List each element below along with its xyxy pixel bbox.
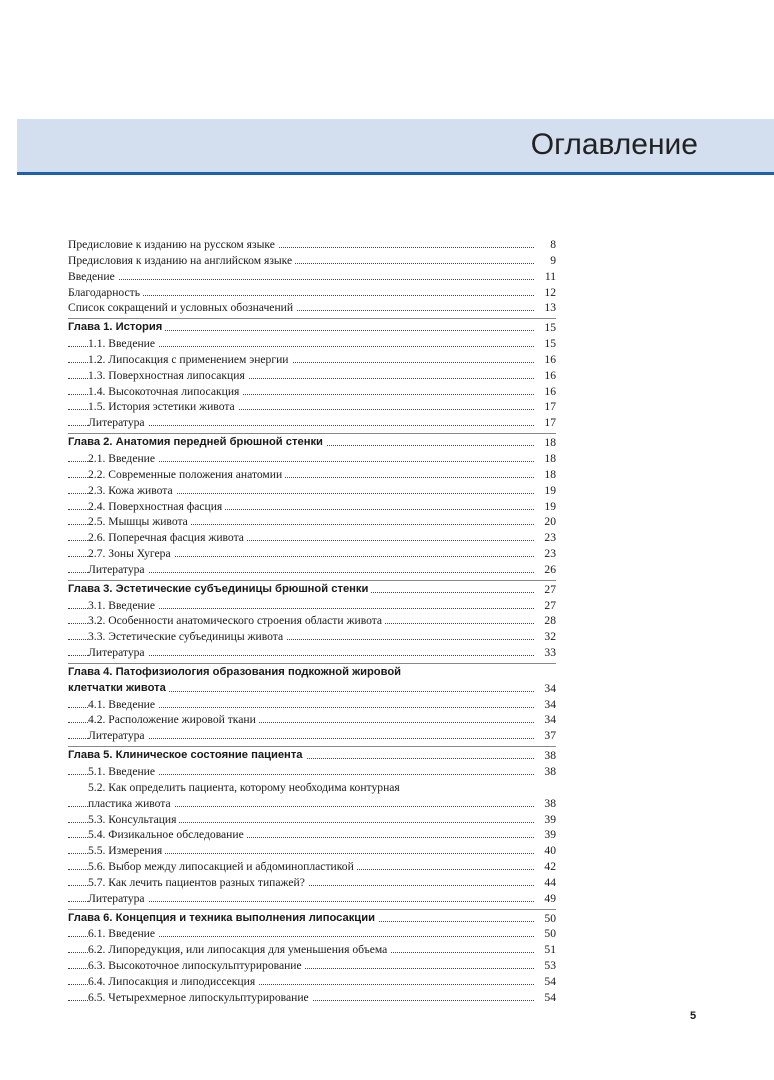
toc-entry-page: 19 (534, 499, 556, 515)
toc-entry[interactable] (68, 875, 556, 891)
toc-separator (68, 580, 556, 581)
toc-entry-title: Литература (88, 562, 148, 578)
toc-entry-title: Литература (88, 415, 148, 431)
toc-entry-page: 18 (534, 435, 556, 451)
toc-entry-page: 18 (534, 451, 556, 467)
toc-entry-title: 1.2. Липосакция с применением энергии (88, 352, 292, 368)
toc-entry-page: 8 (534, 237, 556, 253)
toc-entry-title: 5.7. Как лечить пациентов разных типажей? (88, 875, 308, 891)
toc-separator (68, 433, 556, 434)
toc-entry-title: 1.4. Высокоточная липосакция (88, 384, 242, 400)
toc-entry-title: 4.1. Введение (88, 697, 158, 713)
toc-entry[interactable] (68, 812, 556, 828)
toc-entry[interactable] (68, 629, 556, 645)
toc-entry-page: 17 (534, 415, 556, 431)
toc-entry[interactable] (68, 530, 556, 546)
toc-entry-page: 16 (534, 352, 556, 368)
toc-separator (68, 663, 556, 664)
toc-entry-title: 1.5. История эстетики живота (88, 399, 238, 415)
toc-entry-page: 50 (534, 926, 556, 942)
toc-chapter-entry[interactable] (68, 681, 556, 697)
toc-entry[interactable] (68, 942, 556, 958)
toc-entry-page: 13 (534, 300, 556, 316)
toc-entry-page: 38 (534, 796, 556, 812)
toc-entry[interactable] (68, 451, 556, 467)
page-number: 5 (690, 1010, 697, 1022)
toc-entry-title: Глава 6. Концепция и техника выполнения липосакции (68, 911, 378, 927)
toc-entry[interactable] (68, 483, 556, 499)
toc-entry-page: 18 (534, 467, 556, 483)
toc-entry-page: 38 (534, 748, 556, 764)
toc-entry[interactable] (68, 796, 556, 812)
toc-entry[interactable] (68, 514, 556, 530)
toc-entry[interactable] (68, 958, 556, 974)
toc-entry-title: 2.2. Современные положения анатомии (88, 467, 285, 483)
toc-entry-title: 5.2. Как определить пациента, которому необходима контурная (88, 780, 403, 796)
toc-entry-page: 20 (534, 514, 556, 530)
toc-entry-page: 32 (534, 629, 556, 645)
toc-entry-title: 2.1. Введение (88, 451, 158, 467)
toc-entry-page: 39 (534, 812, 556, 828)
toc-entry-page: 38 (534, 764, 556, 780)
toc-entry-title: 2.7. Зоны Хугера (88, 546, 174, 562)
toc-entry-title: Предисловие к изданию на русском языке (68, 237, 278, 253)
toc-entry-page: 27 (534, 598, 556, 614)
toc-entry-title: Глава 1. История (68, 320, 165, 336)
toc-entry[interactable] (68, 415, 556, 431)
toc-entry-page: 19 (534, 483, 556, 499)
toc-entry[interactable] (68, 368, 556, 384)
toc-entry[interactable] (68, 891, 556, 907)
page-title: Оглавление (530, 128, 698, 161)
toc-entry[interactable] (68, 562, 556, 578)
toc-entry[interactable] (68, 697, 556, 713)
toc-entry-page: 50 (534, 911, 556, 927)
toc-entry-title: Глава 2. Анатомия передней брюшной стенки (68, 435, 326, 451)
toc-entry-title: Литература (88, 728, 148, 744)
toc-entry-title: 3.3. Эстетические субъединицы живота (88, 629, 286, 645)
toc-separator (68, 909, 556, 910)
toc-chapter-entry[interactable] (68, 748, 556, 764)
toc-entry-page: 54 (534, 974, 556, 990)
toc-entry[interactable] (68, 764, 556, 780)
toc-entry[interactable] (68, 499, 556, 515)
toc-entry-title: 6.1. Введение (88, 926, 158, 942)
toc-entry-title: Глава 4. Патофизиология образования подкожной жировой (68, 665, 404, 681)
toc-entry-page: 54 (534, 990, 556, 1006)
toc-entry-title: 6.4. Липосакция и липодиссекция (88, 974, 258, 990)
toc-entry-title: Глава 5. Клиническое состояние пациента (68, 748, 306, 764)
toc-entry[interactable] (68, 285, 556, 301)
toc-entry-title: 2.5. Мышцы живота (88, 514, 191, 530)
toc-entry-title: Предисловия к изданию на английском языке (68, 253, 295, 269)
toc-entry-page: 27 (534, 582, 556, 598)
toc-entry[interactable] (68, 974, 556, 990)
toc-entry-page: 40 (534, 843, 556, 859)
table-of-contents (68, 237, 556, 1006)
toc-entry-title: пластика живота (88, 796, 174, 812)
toc-entry-title: 2.4. Поверхностная фасция (88, 499, 225, 515)
toc-entry-page: 11 (534, 269, 556, 285)
toc-entry[interactable] (68, 300, 556, 316)
toc-entry[interactable] (68, 399, 556, 415)
toc-entry-page: 23 (534, 530, 556, 546)
toc-entry-title: 3.1. Введение (88, 598, 158, 614)
toc-entry-title: 1.3. Поверхностная липосакция (88, 368, 248, 384)
toc-entry[interactable] (68, 827, 556, 843)
dot-leader (68, 279, 534, 280)
toc-entry-page: 37 (534, 728, 556, 744)
toc-entry[interactable] (68, 712, 556, 728)
toc-entry[interactable] (68, 780, 556, 796)
toc-entry-title: 2.3. Кожа живота (88, 483, 176, 499)
toc-entry[interactable] (68, 728, 556, 744)
toc-entry[interactable] (68, 384, 556, 400)
toc-separator (68, 318, 556, 319)
toc-entry[interactable] (68, 237, 556, 253)
toc-separator (68, 746, 556, 747)
toc-entry-title: 6.3. Высокоточное липоскульптурирование (88, 958, 305, 974)
toc-chapter-entry[interactable] (68, 320, 556, 336)
toc-entry-title: Литература (88, 891, 148, 907)
toc-entry-page: 15 (534, 320, 556, 336)
toc-entry-title: 2.6. Поперечная фасция живота (88, 530, 247, 546)
toc-entry-title: 1.1. Введение (88, 336, 158, 352)
toc-entry-page: 49 (534, 891, 556, 907)
toc-entry-title: Литература (88, 645, 148, 661)
toc-entry-page: 15 (534, 336, 556, 352)
toc-entry-title: 5.3. Консультация (88, 812, 179, 828)
toc-entry-page: 42 (534, 859, 556, 875)
toc-entry-title: 6.2. Липоредукция, или липосакция для уменьшения объема (88, 942, 390, 958)
toc-entry-page: 28 (534, 613, 556, 629)
toc-chapter-entry[interactable] (68, 665, 556, 681)
toc-entry-page: 34 (534, 681, 556, 697)
toc-entry-page: 33 (534, 645, 556, 661)
title-banner (17, 119, 774, 175)
toc-entry-page: 34 (534, 697, 556, 713)
toc-entry-title: 5.6. Выбор между липосакцией и абдоминопластикой (88, 859, 357, 875)
toc-entry-title: клетчатки живота (68, 681, 169, 697)
toc-entry-title: 4.2. Расположение жировой ткани (88, 712, 259, 728)
toc-entry[interactable] (68, 269, 556, 285)
toc-entry[interactable] (68, 253, 556, 269)
toc-entry-page: 39 (534, 827, 556, 843)
toc-entry-title: 5.5. Измерения (88, 843, 165, 859)
toc-entry-title: 6.5. Четырехмерное липоскульптурирование (88, 990, 312, 1006)
toc-entry-title: Список сокращений и условных обозначений (68, 300, 296, 316)
toc-entry[interactable] (68, 843, 556, 859)
toc-entry[interactable] (68, 990, 556, 1006)
toc-entry[interactable] (68, 926, 556, 942)
toc-entry[interactable] (68, 352, 556, 368)
toc-entry-title: 5.4. Физикальное обследование (88, 827, 247, 843)
toc-entry-page: 51 (534, 942, 556, 958)
toc-entry-page: 9 (534, 253, 556, 269)
toc-entry[interactable] (68, 645, 556, 661)
toc-entry-page: 53 (534, 958, 556, 974)
toc-entry-page: 26 (534, 562, 556, 578)
toc-entry-page: 16 (534, 384, 556, 400)
toc-entry-title: 5.1. Введение (88, 764, 158, 780)
toc-chapter-entry[interactable] (68, 435, 556, 451)
toc-entry-title: Введение (68, 269, 118, 285)
toc-entry[interactable] (68, 598, 556, 614)
toc-entry[interactable] (68, 859, 556, 875)
toc-entry-page: 34 (534, 712, 556, 728)
toc-entry-title: 3.2. Особенности анатомического строения области живота (88, 613, 385, 629)
toc-chapter-entry[interactable] (68, 582, 556, 598)
toc-chapter-entry[interactable] (68, 911, 556, 927)
toc-entry[interactable] (68, 336, 556, 352)
toc-entry[interactable] (68, 613, 556, 629)
toc-entry-page: 44 (534, 875, 556, 891)
toc-entry-title: Глава 3. Эстетические субъединицы брюшной стенки (68, 582, 371, 598)
toc-entry-title: Благодарность (68, 285, 143, 301)
toc-entry-page: 16 (534, 368, 556, 384)
toc-entry-page: 12 (534, 285, 556, 301)
toc-entry-page: 17 (534, 399, 556, 415)
toc-entry[interactable] (68, 467, 556, 483)
toc-entry[interactable] (68, 546, 556, 562)
toc-entry-page: 23 (534, 546, 556, 562)
